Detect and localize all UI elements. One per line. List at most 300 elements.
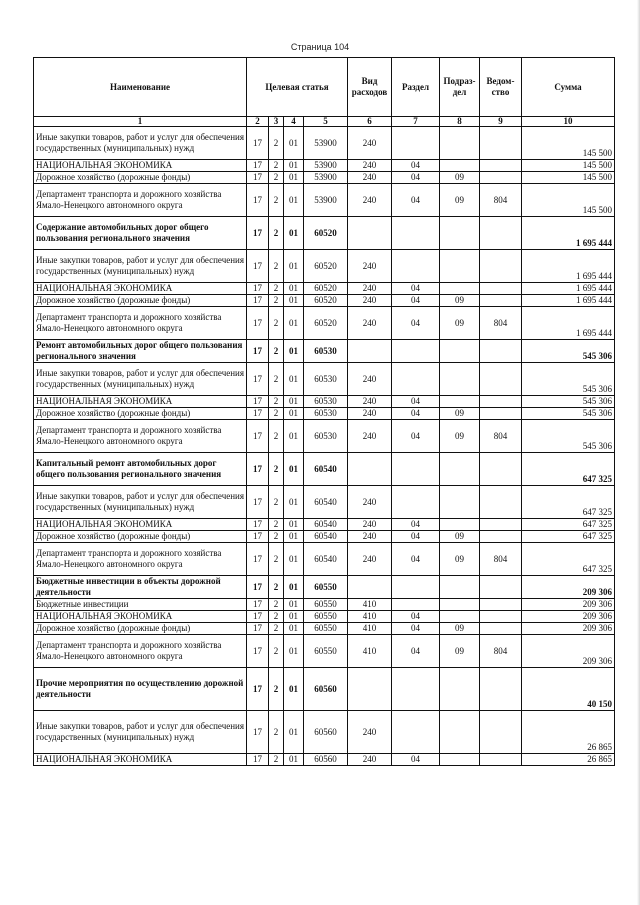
row-code-direction: 60520 [304,283,348,295]
row-summa: 26 865 [522,754,615,766]
row-name: Содержание автомобильных дорог общего пользования регионального значения [34,217,247,250]
row-razdel: 04 [392,307,440,340]
row-code-direction: 53900 [304,127,348,160]
header-vedomstvo: Ведом-ство [480,58,522,117]
row-name: Департамент транспорта и дорожного хозяйства Ямало-Ненецкого автономного округа [34,543,247,576]
table-row [34,396,615,408]
budget-table [33,57,615,766]
row-summa: 545 306 [522,340,615,363]
row-podrazdel [440,127,480,160]
row-vedomstvo [480,611,522,623]
row-code-event: 01 [284,531,304,543]
row-code-direction: 53900 [304,184,348,217]
table-row [34,543,615,576]
row-summa: 145 500 [522,172,615,184]
row-podrazdel [440,519,480,531]
row-summa: 145 500 [522,184,615,217]
column-number: 1 [34,117,247,127]
row-razdel [392,363,440,396]
row-razdel [392,217,440,250]
row-razdel: 04 [392,283,440,295]
table-row [34,754,615,766]
row-razdel: 04 [392,408,440,420]
row-code-direction: 60540 [304,486,348,519]
row-razdel: 04 [392,611,440,623]
row-code-event: 01 [284,172,304,184]
row-vedomstvo [480,283,522,295]
row-summa: 145 500 [522,160,615,172]
row-vid-rashodov [348,217,392,250]
row-vedomstvo [480,668,522,711]
row-razdel [392,340,440,363]
row-code-subprogram: 2 [269,599,284,611]
row-code-program: 17 [247,307,269,340]
row-code-direction: 60540 [304,519,348,531]
row-podrazdel [440,668,480,711]
row-name: НАЦИОНАЛЬНАЯ ЭКОНОМИКА [34,519,247,531]
row-name: НАЦИОНАЛЬНАЯ ЭКОНОМИКА [34,283,247,295]
row-code-subprogram: 2 [269,453,284,486]
row-code-subprogram: 2 [269,160,284,172]
row-code-program: 17 [247,635,269,668]
row-code-event: 01 [284,519,304,531]
row-vid-rashodov: 240 [348,295,392,307]
row-podrazdel: 09 [440,408,480,420]
row-code-program: 17 [247,160,269,172]
row-code-subprogram: 2 [269,217,284,250]
row-code-event: 01 [284,184,304,217]
row-vid-rashodov: 240 [348,754,392,766]
table-row [34,599,615,611]
row-name: Департамент транспорта и дорожного хозяйства Ямало-Ненецкого автономного округа [34,184,247,217]
row-name: Прочие мероприятия по осуществлению дорожной деятельности [34,668,247,711]
row-vid-rashodov [348,340,392,363]
row-code-event: 01 [284,295,304,307]
row-code-direction: 53900 [304,160,348,172]
row-summa: 1 695 444 [522,295,615,307]
row-code-program: 17 [247,623,269,635]
row-vedomstvo [480,217,522,250]
table-row [34,295,615,307]
row-vedomstvo [480,160,522,172]
row-vedomstvo [480,172,522,184]
row-code-subprogram: 2 [269,576,284,599]
row-code-direction: 60550 [304,611,348,623]
row-code-program: 17 [247,127,269,160]
row-code-direction: 60530 [304,363,348,396]
row-podrazdel: 09 [440,184,480,217]
row-razdel: 04 [392,172,440,184]
row-code-program: 17 [247,611,269,623]
page-label: Страница 104 [290,42,350,52]
row-vid-rashodov: 240 [348,307,392,340]
row-name: Департамент транспорта и дорожного хозяйства Ямало-Ненецкого автономного округа [34,635,247,668]
row-razdel: 04 [392,543,440,576]
row-code-subprogram: 2 [269,283,284,295]
row-code-direction: 60530 [304,396,348,408]
row-code-direction: 60540 [304,531,348,543]
column-number: 9 [480,117,522,127]
row-code-direction: 60560 [304,668,348,711]
row-vid-rashodov: 410 [348,611,392,623]
row-podrazdel: 09 [440,543,480,576]
table-row [34,611,615,623]
row-razdel: 04 [392,295,440,307]
column-number: 5 [304,117,348,127]
row-vedomstvo [480,250,522,283]
row-code-event: 01 [284,160,304,172]
row-name: Иные закупки товаров, работ и услуг для обеспечения государственных (муниципальных) нужд [34,486,247,519]
row-podrazdel [440,250,480,283]
row-code-subprogram: 2 [269,340,284,363]
row-code-subprogram: 2 [269,408,284,420]
row-vedomstvo [480,408,522,420]
row-razdel [392,599,440,611]
row-razdel [392,576,440,599]
row-name: Дорожное хозяйство (дорожные фонды) [34,295,247,307]
row-summa: 209 306 [522,611,615,623]
row-code-subprogram: 2 [269,127,284,160]
row-vid-rashodov: 410 [348,623,392,635]
row-code-subprogram: 2 [269,623,284,635]
row-code-event: 01 [284,420,304,453]
row-podrazdel [440,576,480,599]
row-name: Иные закупки товаров, работ и услуг для обеспечения государственных (муниципальных) нужд [34,250,247,283]
table-row [34,172,615,184]
row-vedomstvo [480,599,522,611]
row-summa: 545 306 [522,396,615,408]
row-name: НАЦИОНАЛЬНАЯ ЭКОНОМИКА [34,611,247,623]
row-vid-rashodov: 240 [348,283,392,295]
row-podrazdel [440,283,480,295]
row-name: НАЦИОНАЛЬНАЯ ЭКОНОМИКА [34,160,247,172]
row-code-event: 01 [284,611,304,623]
row-code-direction: 60520 [304,217,348,250]
row-code-subprogram: 2 [269,295,284,307]
table-row [34,408,615,420]
row-code-direction: 53900 [304,172,348,184]
row-podrazdel [440,396,480,408]
header-name: Наименование [34,58,247,117]
row-code-program: 17 [247,396,269,408]
row-summa: 209 306 [522,623,615,635]
row-name: Иные закупки товаров, работ и услуг для обеспечения государственных (муниципальных) нужд [34,711,247,754]
row-code-event: 01 [284,250,304,283]
table-row [34,519,615,531]
row-code-program: 17 [247,408,269,420]
row-code-program: 17 [247,519,269,531]
row-vedomstvo: 804 [480,543,522,576]
row-code-subprogram: 2 [269,250,284,283]
row-name: Ремонт автомобильных дорог общего пользования регионального значения [34,340,247,363]
row-vedomstvo: 804 [480,184,522,217]
row-code-event: 01 [284,576,304,599]
row-name: Дорожное хозяйство (дорожные фонды) [34,172,247,184]
row-razdel [392,711,440,754]
column-number: 3 [269,117,284,127]
row-summa: 647 325 [522,543,615,576]
row-vedomstvo [480,127,522,160]
header-podrazdel: Подраз-дел [440,58,480,117]
row-vid-rashodov [348,576,392,599]
row-podrazdel [440,453,480,486]
row-summa: 145 500 [522,127,615,160]
row-summa: 647 325 [522,453,615,486]
table-row [34,623,615,635]
row-code-direction: 60520 [304,307,348,340]
row-name: Иные закупки товаров, работ и услуг для обеспечения государственных (муниципальных) нужд [34,363,247,396]
row-podrazdel [440,486,480,519]
table-row [34,127,615,160]
row-code-program: 17 [247,543,269,576]
header-summa: Сумма [522,58,615,117]
row-podrazdel [440,363,480,396]
row-vedomstvo [480,711,522,754]
row-summa: 1 695 444 [522,217,615,250]
row-code-event: 01 [284,453,304,486]
row-vid-rashodov: 410 [348,635,392,668]
table-row [34,340,615,363]
row-code-program: 17 [247,420,269,453]
row-code-program: 17 [247,250,269,283]
row-code-event: 01 [284,408,304,420]
row-code-program: 17 [247,711,269,754]
row-vedomstvo: 804 [480,307,522,340]
column-number: 8 [440,117,480,127]
row-razdel: 04 [392,623,440,635]
row-vid-rashodov: 240 [348,396,392,408]
row-name: Бюджетные инвестиции в объекты дорожной деятельности [34,576,247,599]
row-razdel: 04 [392,519,440,531]
row-code-direction: 60540 [304,543,348,576]
table-row [34,160,615,172]
table-row [34,711,615,754]
row-razdel [392,668,440,711]
row-code-program: 17 [247,295,269,307]
row-code-direction: 60530 [304,408,348,420]
row-vedomstvo: 804 [480,635,522,668]
row-razdel: 04 [392,531,440,543]
row-code-event: 01 [284,635,304,668]
row-summa: 545 306 [522,420,615,453]
row-summa: 209 306 [522,599,615,611]
row-vid-rashodov: 240 [348,531,392,543]
row-name: Департамент транспорта и дорожного хозяйства Ямало-Ненецкого автономного округа [34,307,247,340]
row-vid-rashodov: 240 [348,711,392,754]
row-vid-rashodov: 240 [348,160,392,172]
row-code-event: 01 [284,623,304,635]
row-code-program: 17 [247,283,269,295]
row-name: Иные закупки товаров, работ и услуг для обеспечения государственных (муниципальных) нужд [34,127,247,160]
row-name: Бюджетные инвестиции [34,599,247,611]
row-code-program: 17 [247,363,269,396]
table-row [34,363,615,396]
row-code-subprogram: 2 [269,396,284,408]
row-podrazdel: 09 [440,623,480,635]
row-name: НАЦИОНАЛЬНАЯ ЭКОНОМИКА [34,754,247,766]
row-code-direction: 60530 [304,420,348,453]
row-code-subprogram: 2 [269,531,284,543]
row-code-subprogram: 2 [269,307,284,340]
table-row [34,420,615,453]
row-code-direction: 60560 [304,754,348,766]
row-code-subprogram: 2 [269,668,284,711]
row-vid-rashodov: 240 [348,543,392,576]
column-number: 6 [348,117,392,127]
row-vid-rashodov: 240 [348,172,392,184]
row-podrazdel: 09 [440,172,480,184]
row-summa: 1 695 444 [522,250,615,283]
row-code-program: 17 [247,668,269,711]
row-code-subprogram: 2 [269,519,284,531]
row-podrazdel [440,217,480,250]
row-code-event: 01 [284,363,304,396]
row-vid-rashodov: 240 [348,184,392,217]
table-header-row [34,58,615,117]
row-podrazdel: 09 [440,307,480,340]
row-vid-rashodov [348,668,392,711]
row-podrazdel [440,611,480,623]
row-code-subprogram: 2 [269,420,284,453]
row-code-event: 01 [284,711,304,754]
row-vedomstvo [480,295,522,307]
table-row [34,217,615,250]
table-row [34,283,615,295]
row-podrazdel [440,160,480,172]
table-row [34,250,615,283]
row-name: НАЦИОНАЛЬНАЯ ЭКОНОМИКА [34,396,247,408]
row-code-subprogram: 2 [269,635,284,668]
row-summa: 647 325 [522,531,615,543]
row-code-direction: 60550 [304,576,348,599]
row-code-direction: 60550 [304,599,348,611]
row-code-direction: 60540 [304,453,348,486]
row-razdel: 04 [392,184,440,217]
row-razdel [392,453,440,486]
row-code-program: 17 [247,453,269,486]
row-vid-rashodov [348,453,392,486]
row-vedomstvo [480,453,522,486]
row-code-event: 01 [284,283,304,295]
row-code-subprogram: 2 [269,184,284,217]
row-summa: 545 306 [522,363,615,396]
row-vid-rashodov: 240 [348,519,392,531]
row-razdel: 04 [392,420,440,453]
header-target: Целевая статья [247,58,348,117]
row-razdel: 04 [392,635,440,668]
row-summa: 209 306 [522,576,615,599]
row-vedomstvo [480,519,522,531]
row-razdel: 04 [392,396,440,408]
row-code-event: 01 [284,340,304,363]
row-vedomstvo [480,486,522,519]
row-code-direction: 60550 [304,623,348,635]
row-vedomstvo [480,576,522,599]
row-name: Капитальный ремонт автомобильных дорог общего пользования регионального значения [34,453,247,486]
row-vedomstvo [480,363,522,396]
row-code-direction: 60550 [304,635,348,668]
table-row [34,635,615,668]
row-vid-rashodov: 410 [348,599,392,611]
header-razdel: Раздел [392,58,440,117]
row-podrazdel [440,711,480,754]
row-code-event: 01 [284,127,304,160]
row-code-subprogram: 2 [269,611,284,623]
row-summa: 1 695 444 [522,307,615,340]
row-vedomstvo [480,754,522,766]
row-podrazdel: 09 [440,531,480,543]
row-code-event: 01 [284,543,304,576]
row-code-program: 17 [247,184,269,217]
row-code-program: 17 [247,217,269,250]
row-vedomstvo [480,531,522,543]
row-code-program: 17 [247,486,269,519]
row-summa: 40 150 [522,668,615,711]
table-row [34,307,615,340]
row-name: Дорожное хозяйство (дорожные фонды) [34,408,247,420]
row-podrazdel [440,340,480,363]
row-code-subprogram: 2 [269,486,284,519]
row-code-event: 01 [284,217,304,250]
row-summa: 26 865 [522,711,615,754]
row-podrazdel [440,599,480,611]
row-razdel [392,486,440,519]
row-summa: 647 325 [522,519,615,531]
row-code-event: 01 [284,668,304,711]
row-code-program: 17 [247,754,269,766]
row-code-program: 17 [247,599,269,611]
row-vid-rashodov: 240 [348,408,392,420]
row-code-subprogram: 2 [269,711,284,754]
table-row [34,184,615,217]
row-code-program: 17 [247,576,269,599]
row-code-direction: 60560 [304,711,348,754]
table-row [34,668,615,711]
row-code-direction: 60520 [304,250,348,283]
row-code-subprogram: 2 [269,754,284,766]
row-code-subprogram: 2 [269,172,284,184]
row-summa: 209 306 [522,635,615,668]
row-razdel: 04 [392,754,440,766]
table-body [34,127,615,766]
row-vedomstvo [480,396,522,408]
row-razdel: 04 [392,160,440,172]
row-summa: 1 695 444 [522,283,615,295]
row-podrazdel: 09 [440,635,480,668]
row-code-program: 17 [247,531,269,543]
row-name: Департамент транспорта и дорожного хозяйства Ямало-Ненецкого автономного округа [34,420,247,453]
row-vedomstvo: 804 [480,420,522,453]
row-vid-rashodov: 240 [348,127,392,160]
row-summa: 647 325 [522,486,615,519]
table-row [34,453,615,486]
row-vedomstvo [480,340,522,363]
row-code-subprogram: 2 [269,543,284,576]
row-vid-rashodov: 240 [348,486,392,519]
row-razdel [392,127,440,160]
table-row [34,576,615,599]
row-code-direction: 60530 [304,340,348,363]
row-code-program: 17 [247,172,269,184]
row-vid-rashodov: 240 [348,250,392,283]
row-vedomstvo [480,623,522,635]
row-code-subprogram: 2 [269,363,284,396]
row-summa: 545 306 [522,408,615,420]
row-vid-rashodov: 240 [348,420,392,453]
row-podrazdel [440,754,480,766]
row-podrazdel: 09 [440,295,480,307]
row-code-event: 01 [284,486,304,519]
